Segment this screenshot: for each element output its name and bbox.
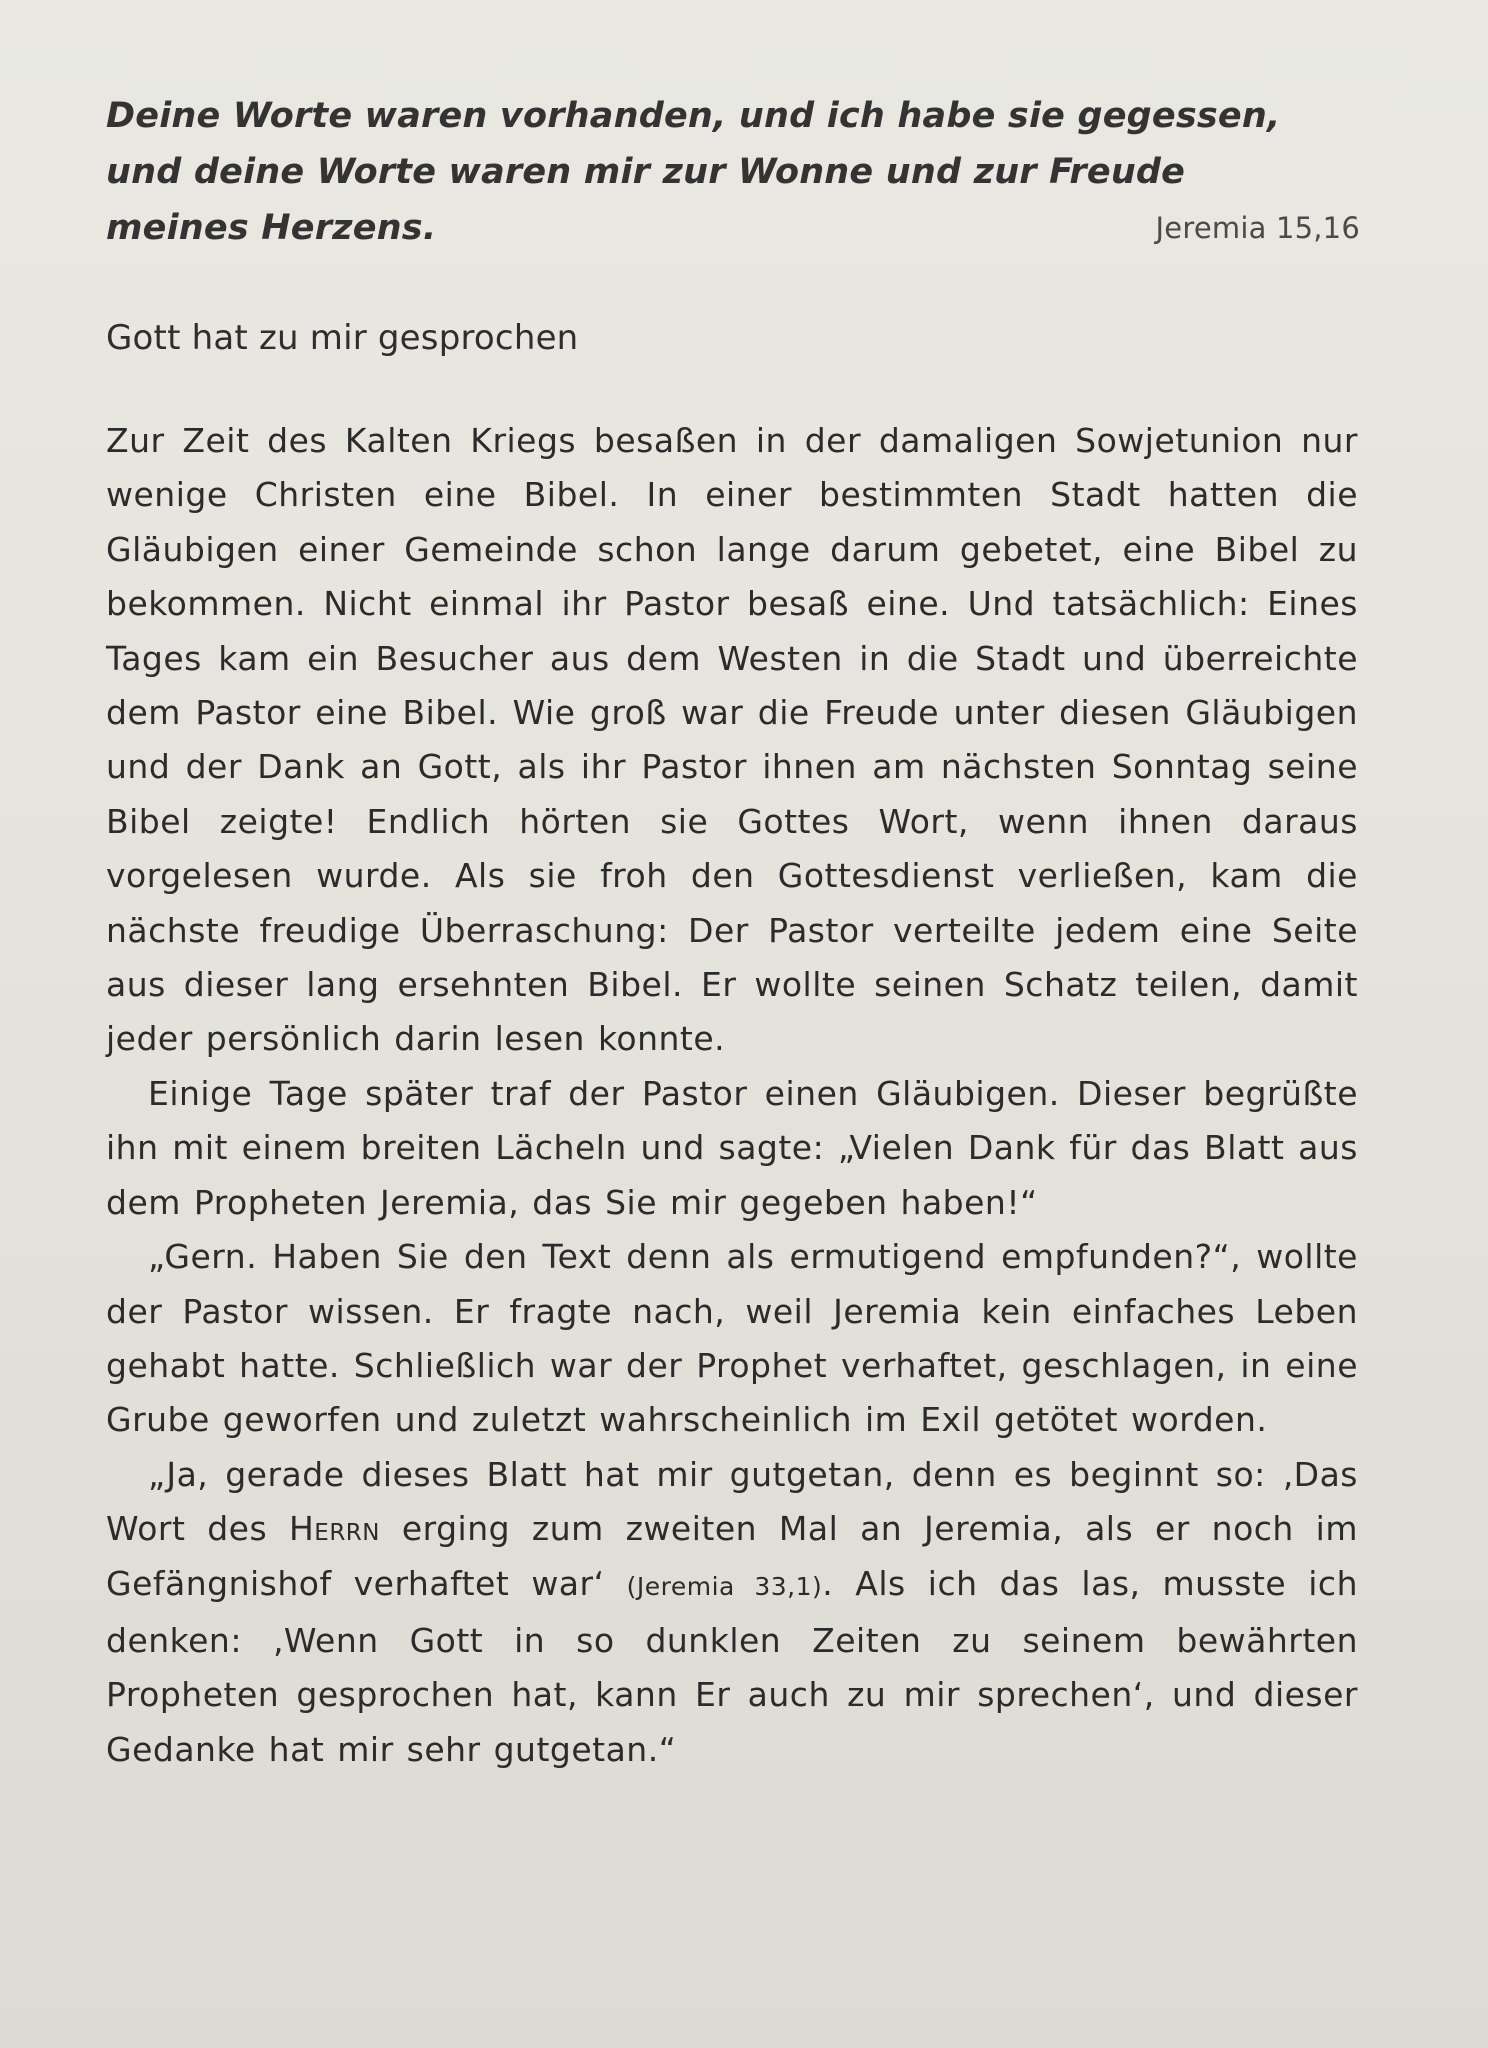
paragraph-1: Zur Zeit des Kalten Kriegs besaßen in der damaligen Sowjetunion nur wenige Christen eine Bibel. In einer bestimmten Stadt hatten die Gläubigen einer Gemeinde schon lange darum gebetet, eine Bibel zu bekommen. Nicht einmal ihr Pastor besaß eine. Und tatsächlich: Eines Tages kam ein Besucher aus dem Westen in die Stadt und überreichte dem Pastor eine Bibel. Wie groß war die Freude unter diesen Gläubigen und der Dank an Gott, als ihr Pastor ihnen am nächsten Sonntag seine Bibel zeigte! Endlich hörten sie Gottes Wort, wenn ihnen daraus vorgelesen wurde. Als sie froh den Gottesdienst verließen, kam die nächste freudige Überraschung: Der Pastor verteilte jedem eine Seite aus dieser lang ersehnten Bibel. Er wollte seinen Schatz teilen, damit jeder persönlich darin lesen konnte. xyxy=(106,421,1358,1059)
paragraph-2: Einige Tage später traf der Pastor einen Gläubigen. Dieser begrüßte ihn mit einem breiten Lächeln und sagte: „Vielen Dank für das Blatt aus dem Propheten Jeremia, das Sie mir gegeben haben!“ xyxy=(106,1073,1358,1222)
paragraph-3: „Gern. Haben Sie den Text denn als ermutigend empfunden?“, wollte der Pastor wissen. Er fragte nach, weil Jeremia kein einfaches Leben gehabt hatte. Schließlich war der Prophet verhaftet, geschlagen, in eine Grube geworfen und zuletzt wahrscheinlich im Exil getötet worden. xyxy=(106,1237,1358,1440)
verse-line-1: Deine Worte waren vorhanden, und ich habe sie gegessen, xyxy=(106,96,1281,136)
paragraph-4-part-3: . Als ich das las, musste ich denken: ‚Wenn Gott in so dunklen Zeiten zu seinem bewährten Propheten gesprochen hat, kann Er auch zu mir sprechen‘, und dieser Gedanke hat mir sehr gutgetan.“ xyxy=(106,1563,1358,1769)
paragraph-4-part-2: erging zum zweiten Mal an Jeremia, als er noch im Gefängnishof verhaftet war‘ xyxy=(106,1509,1358,1603)
verse-reference: Jeremia 15,16 xyxy=(1155,211,1360,245)
body-text xyxy=(106,414,1358,1777)
paragraph-4-part-1: „Ja, gerade dieses Blatt hat mir gutgetan, denn es beginnt so: ‚Das Wort des xyxy=(106,1454,1358,1549)
section-heading: Gott hat zu mir gesprochen xyxy=(106,318,579,358)
paragraph-4 xyxy=(106,1448,1358,1777)
verse-line-3: meines Herzens. xyxy=(106,208,437,248)
page xyxy=(106,88,1358,1777)
verse-line-2: und deine Worte waren mir zur Wonne und zur Freude xyxy=(106,152,1186,192)
inline-reference: (Jeremia 33,1) xyxy=(626,1571,823,1601)
verse-quote xyxy=(106,88,1358,256)
lord-smallcaps: Herrn xyxy=(288,1509,380,1549)
